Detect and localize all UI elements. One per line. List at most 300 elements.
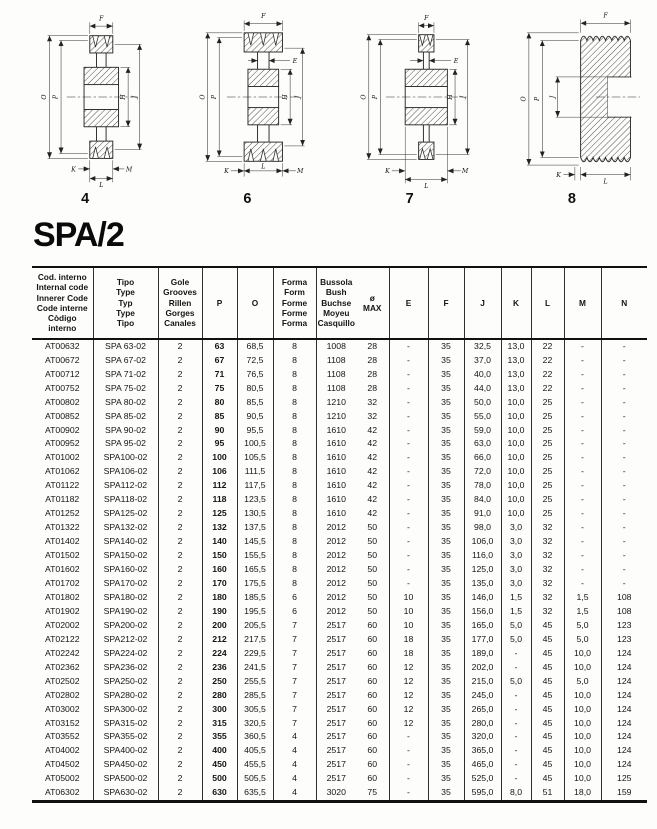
cell-omax: 50 <box>367 522 378 533</box>
dim-label-j: J <box>459 95 467 99</box>
cell-code: AT02502 <box>44 675 80 686</box>
cell-form: 4 <box>273 772 316 786</box>
cell-P: 212 <box>202 633 237 647</box>
cell-M: 5,0 <box>564 675 601 689</box>
cell-form: 4 <box>273 730 316 744</box>
column-header-F: F <box>428 267 464 339</box>
table-row <box>32 675 647 689</box>
cell-bush: 1210 <box>316 396 356 410</box>
cell-bush: 2517 <box>316 703 356 717</box>
cell-J: 32,5 <box>464 339 501 354</box>
cell-code: AT00902 <box>44 424 80 435</box>
table-row <box>32 382 647 396</box>
cell-M: 1,5 <box>564 605 601 619</box>
cell-bush: 1610 <box>316 451 356 465</box>
cell-form: 8 <box>273 479 316 493</box>
cell-O: 360,5 <box>237 730 273 744</box>
cell-E: - <box>389 368 428 382</box>
cell-bush: 2517 <box>316 744 356 758</box>
cell-M: - <box>564 424 601 438</box>
cell-M: - <box>564 451 601 465</box>
cell-J: 365,0 <box>464 744 501 758</box>
cell-M: - <box>564 382 601 396</box>
cell-O: 185,5 <box>237 591 273 605</box>
cell-L: 25 <box>531 424 564 438</box>
cell-grooves: 2 <box>158 591 202 605</box>
cell-omax: 60 <box>367 661 378 672</box>
cell-bush: 2517 <box>316 717 356 731</box>
cell-grooves: 2 <box>158 633 202 647</box>
cell-grooves: 2 <box>158 703 202 717</box>
cell-omax: 42 <box>367 452 378 463</box>
cell-grooves: 2 <box>158 730 202 744</box>
cell-type: SPA140-02 <box>93 535 158 549</box>
cell-type: SPA106-02 <box>93 465 158 479</box>
cell-F: 35 <box>428 675 464 689</box>
cell-E: - <box>389 451 428 465</box>
cell-form: 8 <box>273 507 316 521</box>
table-row <box>32 368 647 382</box>
cell-grooves: 2 <box>158 717 202 731</box>
table-section <box>0 266 657 803</box>
cell-F: 35 <box>428 535 464 549</box>
cell-J: 320,0 <box>464 730 501 744</box>
cell-code: AT00712 <box>44 368 80 379</box>
cell-code: AT01502 <box>44 550 80 561</box>
cell-F: 35 <box>428 354 464 368</box>
cell-K: 10,0 <box>501 507 531 521</box>
table-row <box>32 549 647 563</box>
cell-type: SPA170-02 <box>93 577 158 591</box>
cell-form: 8 <box>273 549 316 563</box>
cell-O: 455,5 <box>237 758 273 772</box>
cell-J: 280,0 <box>464 717 501 731</box>
cell-form: 6 <box>273 591 316 605</box>
cell-bush: 1108 <box>316 382 356 396</box>
cell-type: SPA125-02 <box>93 507 158 521</box>
cell-J: 135,0 <box>464 577 501 591</box>
cell-P: 300 <box>202 703 237 717</box>
cell-form: 7 <box>273 647 316 661</box>
cell-type: SPA 90-02 <box>93 424 158 438</box>
cell-M: 5,0 <box>564 633 601 647</box>
cell-F: 35 <box>428 339 464 354</box>
cell-type: SPA300-02 <box>93 703 158 717</box>
cell-O: 241,5 <box>237 661 273 675</box>
pulley-drawing-form-7 <box>335 6 485 190</box>
cell-N: 124 <box>601 703 647 717</box>
cell-type: SPA450-02 <box>93 758 158 772</box>
cell-grooves: 2 <box>158 437 202 451</box>
cell-type: SPA280-02 <box>93 689 158 703</box>
cell-J: 66,0 <box>464 451 501 465</box>
cell-L: 45 <box>531 633 564 647</box>
cell-form: 7 <box>273 703 316 717</box>
cell-grooves: 2 <box>158 354 202 368</box>
cell-omax: 75 <box>367 787 378 798</box>
cell-J: 189,0 <box>464 647 501 661</box>
cell-bush: 2517 <box>316 647 356 661</box>
cell-K: - <box>501 758 531 772</box>
cell-type: SPA315-02 <box>93 717 158 731</box>
cell-omax: 60 <box>367 773 378 784</box>
table-row <box>32 424 647 438</box>
column-header-N: N <box>601 267 647 339</box>
cell-J: 156,0 <box>464 605 501 619</box>
cell-form: 7 <box>273 675 316 689</box>
cell-F: 35 <box>428 577 464 591</box>
cell-P: 71 <box>202 368 237 382</box>
cell-K: - <box>501 647 531 661</box>
cell-P: 140 <box>202 535 237 549</box>
cell-F: 35 <box>428 772 464 786</box>
cell-code: AT01062 <box>44 466 80 477</box>
cell-M: 18,0 <box>564 786 601 801</box>
cell-M: - <box>564 521 601 535</box>
cell-M: - <box>564 396 601 410</box>
cell-K: - <box>501 689 531 703</box>
cell-E: - <box>389 772 428 786</box>
cell-E: - <box>389 339 428 354</box>
dim-label-p: P <box>211 94 219 100</box>
cell-omax: 50 <box>367 536 378 547</box>
cell-J: 40,0 <box>464 368 501 382</box>
cell-L: 45 <box>531 744 564 758</box>
cell-P: 250 <box>202 675 237 689</box>
cell-K: 13,0 <box>501 368 531 382</box>
cell-F: 35 <box>428 465 464 479</box>
cell-bush: 1210 <box>316 410 356 424</box>
table-row <box>32 354 647 368</box>
cell-type: SPA236-02 <box>93 661 158 675</box>
cell-type: SPA118-02 <box>93 493 158 507</box>
cell-form: 8 <box>273 535 316 549</box>
cell-O: 95,5 <box>237 424 273 438</box>
cell-bush: 1108 <box>316 354 356 368</box>
cell-form: 6 <box>273 605 316 619</box>
cell-grooves: 2 <box>158 689 202 703</box>
cell-type: SPA200-02 <box>93 619 158 633</box>
cell-M: 10,0 <box>564 744 601 758</box>
cell-E: 18 <box>389 633 428 647</box>
cell-J: 177,0 <box>464 633 501 647</box>
cell-E: 10 <box>389 605 428 619</box>
cell-O: 305,5 <box>237 703 273 717</box>
cell-type: SPA190-02 <box>93 605 158 619</box>
table-row <box>32 577 647 591</box>
cell-code: AT03552 <box>44 731 80 742</box>
cell-F: 35 <box>428 786 464 801</box>
cell-grooves: 2 <box>158 396 202 410</box>
cell-O: 100,5 <box>237 437 273 451</box>
cell-L: 51 <box>531 786 564 801</box>
cell-P: 95 <box>202 437 237 451</box>
cell-form: 8 <box>273 465 316 479</box>
table-row <box>32 744 647 758</box>
cell-P: 90 <box>202 424 237 438</box>
cell-bush: 2012 <box>316 535 356 549</box>
cell-K: - <box>501 717 531 731</box>
dim-label-f: F <box>261 12 266 20</box>
cell-P: 160 <box>202 563 237 577</box>
cell-code: AT00672 <box>44 354 80 365</box>
cell-F: 35 <box>428 396 464 410</box>
cell-grooves: 2 <box>158 368 202 382</box>
cell-K: 1,5 <box>501 605 531 619</box>
cell-L: 32 <box>531 549 564 563</box>
cell-N: - <box>601 437 647 451</box>
table-row <box>32 479 647 493</box>
cell-omax: 42 <box>367 480 378 491</box>
column-header-grooves: Gole Grooves Rillen Gorges Canales <box>158 267 202 339</box>
cell-O: 635,5 <box>237 786 273 801</box>
cell-K: - <box>501 661 531 675</box>
cell-O: 285,5 <box>237 689 273 703</box>
cell-F: 35 <box>428 451 464 465</box>
cell-M: 10,0 <box>564 661 601 675</box>
cell-code: AT02802 <box>44 689 80 700</box>
dim-label-f: F <box>423 14 429 22</box>
column-header-form: Forma Form Forme Forme Forma <box>273 267 316 339</box>
cell-grooves: 2 <box>158 563 202 577</box>
page-title: SPA/2 <box>33 216 124 254</box>
cell-O: 80,5 <box>237 382 273 396</box>
cell-M: - <box>564 535 601 549</box>
cell-type: SPA630-02 <box>93 786 158 801</box>
cell-F: 35 <box>428 410 464 424</box>
table-row <box>32 451 647 465</box>
cell-L: 22 <box>531 354 564 368</box>
cell-P: 180 <box>202 591 237 605</box>
cell-J: 37,0 <box>464 354 501 368</box>
cell-code: AT01122 <box>45 480 80 491</box>
cell-grooves: 2 <box>158 535 202 549</box>
table-row <box>32 786 647 801</box>
dim-label-m: M <box>297 168 304 176</box>
dim-label-f: F <box>99 15 104 23</box>
cell-E: - <box>389 758 428 772</box>
cell-J: 202,0 <box>464 661 501 675</box>
table-row <box>32 661 647 675</box>
cell-O: 505,5 <box>237 772 273 786</box>
cell-type: SPA 71-02 <box>93 368 158 382</box>
cell-type: SPA224-02 <box>93 647 158 661</box>
column-header-bush: Bussola Bush Buchse Moyeu Casquillo <box>316 267 356 339</box>
dim-label-m: M <box>126 166 133 174</box>
cell-form: 8 <box>273 368 316 382</box>
cell-N: - <box>601 577 647 591</box>
cell-L: 45 <box>531 717 564 731</box>
cell-P: 280 <box>202 689 237 703</box>
cell-O: 229,5 <box>237 647 273 661</box>
cell-E: - <box>389 479 428 493</box>
cell-L: 32 <box>531 521 564 535</box>
cell-N: 124 <box>601 675 647 689</box>
cell-J: 525,0 <box>464 772 501 786</box>
cell-M: - <box>564 465 601 479</box>
dim-label-k: K <box>224 168 230 176</box>
cell-M: 10,0 <box>564 758 601 772</box>
cell-J: 465,0 <box>464 758 501 772</box>
table-row <box>32 689 647 703</box>
cell-P: 150 <box>202 549 237 563</box>
cell-code: AT05002 <box>44 773 80 784</box>
cell-O: 155,5 <box>237 549 273 563</box>
cell-omax: 60 <box>367 731 378 742</box>
cell-E: - <box>389 354 428 368</box>
cell-E: - <box>389 549 428 563</box>
cell-L: 45 <box>531 758 564 772</box>
cell-grooves: 2 <box>158 772 202 786</box>
cell-O: 130,5 <box>237 507 273 521</box>
cell-bush: 2517 <box>316 661 356 675</box>
column-header-M: M <box>564 267 601 339</box>
cell-O: 137,5 <box>237 521 273 535</box>
cell-O: 76,5 <box>237 368 273 382</box>
cell-F: 35 <box>428 437 464 451</box>
cell-L: 25 <box>531 465 564 479</box>
cell-M: - <box>564 549 601 563</box>
cell-P: 450 <box>202 758 237 772</box>
cell-omax: 60 <box>367 619 378 630</box>
cell-O: 85,5 <box>237 396 273 410</box>
cell-P: 200 <box>202 619 237 633</box>
cell-M: - <box>564 479 601 493</box>
cell-P: 500 <box>202 772 237 786</box>
cell-K: - <box>501 772 531 786</box>
cell-P: 400 <box>202 744 237 758</box>
cell-code: AT02242 <box>44 647 80 658</box>
cell-grooves: 2 <box>158 424 202 438</box>
figure-number-4: 4 <box>81 191 90 207</box>
cell-O: 320,5 <box>237 717 273 731</box>
cell-N: 124 <box>601 717 647 731</box>
cell-F: 35 <box>428 717 464 731</box>
cell-P: 236 <box>202 661 237 675</box>
cell-omax: 50 <box>367 577 378 588</box>
cell-L: 32 <box>531 563 564 577</box>
cell-E: - <box>389 730 428 744</box>
cell-N: - <box>601 507 647 521</box>
cell-grooves: 2 <box>158 758 202 772</box>
cell-P: 75 <box>202 382 237 396</box>
cell-bush: 1108 <box>316 368 356 382</box>
cell-omax: 42 <box>367 424 378 435</box>
cell-N: - <box>601 535 647 549</box>
cell-type: SPA 95-02 <box>93 437 158 451</box>
cell-J: 265,0 <box>464 703 501 717</box>
dim-label-j: J <box>131 95 139 99</box>
cell-form: 8 <box>273 354 316 368</box>
cell-form: 4 <box>273 744 316 758</box>
cell-grooves: 2 <box>158 675 202 689</box>
cell-code: AT01902 <box>44 605 80 616</box>
cell-form: 8 <box>273 382 316 396</box>
cell-grooves: 2 <box>158 605 202 619</box>
cell-N: - <box>601 549 647 563</box>
cell-grooves: 2 <box>158 465 202 479</box>
figure-form-6 <box>166 6 328 207</box>
cell-K: 3,0 <box>501 549 531 563</box>
cell-L: 45 <box>531 661 564 675</box>
cell-F: 35 <box>428 730 464 744</box>
cell-omax: 28 <box>367 340 378 351</box>
cell-J: 595,0 <box>464 786 501 801</box>
dim-label-k: K <box>384 168 390 176</box>
dim-label-e: E <box>293 58 298 66</box>
dim-label-p: P <box>52 94 60 100</box>
cell-L: 45 <box>531 647 564 661</box>
cell-K: 5,0 <box>501 675 531 689</box>
cell-K: 5,0 <box>501 633 531 647</box>
cell-J: 44,0 <box>464 382 501 396</box>
cell-form: 7 <box>273 717 316 731</box>
cell-M: 10,0 <box>564 647 601 661</box>
cell-code: AT00952 <box>44 438 80 449</box>
cell-M: 10,0 <box>564 689 601 703</box>
cell-M: - <box>564 563 601 577</box>
cell-code: AT01802 <box>44 591 80 602</box>
table-row <box>32 396 647 410</box>
cell-L: 45 <box>531 619 564 633</box>
cell-L: 22 <box>531 368 564 382</box>
cell-J: 165,0 <box>464 619 501 633</box>
cell-L: 25 <box>531 479 564 493</box>
cell-N: 124 <box>601 689 647 703</box>
cell-J: 91,0 <box>464 507 501 521</box>
cell-P: 85 <box>202 410 237 424</box>
dim-label-o: O <box>520 96 528 102</box>
cell-F: 35 <box>428 368 464 382</box>
figure-form-8 <box>491 6 653 207</box>
figure-number-6: 6 <box>243 191 252 207</box>
cell-J: 78,0 <box>464 479 501 493</box>
cell-J: 50,0 <box>464 396 501 410</box>
cell-L: 45 <box>531 772 564 786</box>
cell-K: 3,0 <box>501 535 531 549</box>
cell-K: 8,0 <box>501 786 531 801</box>
cell-bush: 2012 <box>316 563 356 577</box>
cell-N: 124 <box>601 744 647 758</box>
cell-omax: 32 <box>367 396 378 407</box>
table-row <box>32 410 647 424</box>
cell-P: 112 <box>202 479 237 493</box>
pulley-drawing-form-8 <box>497 6 647 190</box>
cell-L: 32 <box>531 591 564 605</box>
table-row <box>32 563 647 577</box>
table-row <box>32 647 647 661</box>
cell-type: SPA 63-02 <box>93 339 158 354</box>
cell-K: 10,0 <box>501 465 531 479</box>
cell-K: 10,0 <box>501 451 531 465</box>
cell-grooves: 2 <box>158 577 202 591</box>
cell-code: AT00852 <box>44 410 80 421</box>
cell-form: 7 <box>273 633 316 647</box>
cell-code: AT04002 <box>44 745 80 756</box>
cell-bush: 1610 <box>316 493 356 507</box>
cell-omax: 60 <box>367 633 378 644</box>
cell-E: - <box>389 424 428 438</box>
cell-K: - <box>501 703 531 717</box>
cell-F: 35 <box>428 661 464 675</box>
cell-M: - <box>564 493 601 507</box>
cell-F: 35 <box>428 647 464 661</box>
cell-code: AT01602 <box>44 564 80 575</box>
cell-F: 35 <box>428 703 464 717</box>
cell-N: - <box>601 479 647 493</box>
table-row <box>32 339 647 354</box>
cell-N: 124 <box>601 730 647 744</box>
